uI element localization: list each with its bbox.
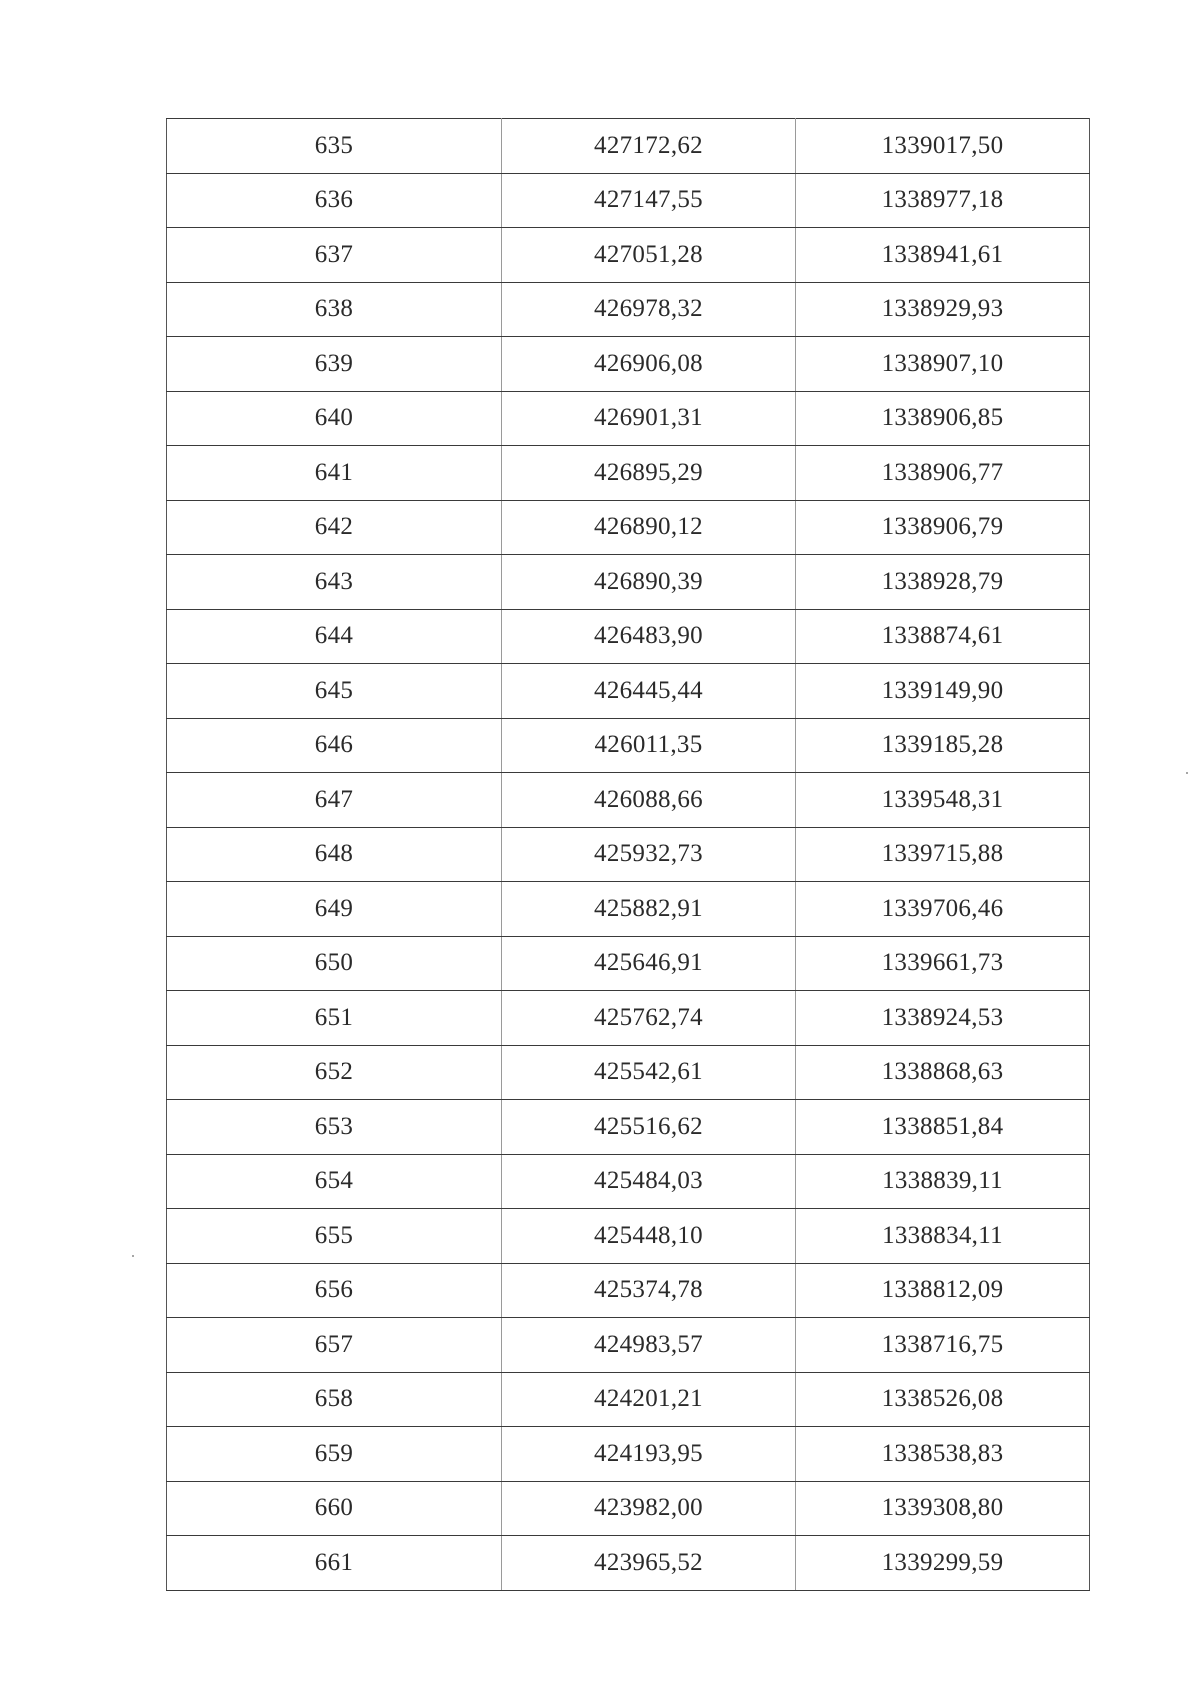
coordinates-table <box>166 118 1090 1591</box>
table-row <box>167 228 1090 283</box>
table-row <box>167 1372 1090 1427</box>
table-row <box>167 1536 1090 1591</box>
y-coordinate-cell: 1338868,63 <box>796 1045 1090 1100</box>
table-row <box>167 337 1090 392</box>
table-row <box>167 1318 1090 1373</box>
x-coordinate-cell: 427172,62 <box>502 119 796 174</box>
table-row <box>167 1100 1090 1155</box>
x-coordinate-cell: 426978,32 <box>502 282 796 337</box>
x-coordinate-cell: 426895,29 <box>502 446 796 501</box>
y-coordinate-cell: 1338812,09 <box>796 1263 1090 1318</box>
point-number-cell: 656 <box>167 1263 502 1318</box>
point-number-cell: 648 <box>167 827 502 882</box>
y-coordinate-cell: 1339299,59 <box>796 1536 1090 1591</box>
y-coordinate-cell: 1339661,73 <box>796 936 1090 991</box>
point-number-cell: 657 <box>167 1318 502 1373</box>
x-coordinate-cell: 425484,03 <box>502 1154 796 1209</box>
table-row <box>167 773 1090 828</box>
point-number-cell: 661 <box>167 1536 502 1591</box>
y-coordinate-cell: 1338526,08 <box>796 1372 1090 1427</box>
point-number-cell: 640 <box>167 391 502 446</box>
point-number-cell: 652 <box>167 1045 502 1100</box>
point-number-cell: 641 <box>167 446 502 501</box>
point-number-cell: 650 <box>167 936 502 991</box>
point-number-cell: 645 <box>167 664 502 719</box>
x-coordinate-cell: 426445,44 <box>502 664 796 719</box>
table-row <box>167 1263 1090 1318</box>
y-coordinate-cell: 1339715,88 <box>796 827 1090 882</box>
point-number-cell: 651 <box>167 991 502 1046</box>
y-coordinate-cell: 1338874,61 <box>796 609 1090 664</box>
x-coordinate-cell: 425882,91 <box>502 882 796 937</box>
point-number-cell: 643 <box>167 555 502 610</box>
point-number-cell: 653 <box>167 1100 502 1155</box>
table-row <box>167 446 1090 501</box>
y-coordinate-cell: 1338906,77 <box>796 446 1090 501</box>
point-number-cell: 637 <box>167 228 502 283</box>
point-number-cell: 644 <box>167 609 502 664</box>
y-coordinate-cell: 1339548,31 <box>796 773 1090 828</box>
y-coordinate-cell: 1338977,18 <box>796 173 1090 228</box>
x-coordinate-cell: 426890,39 <box>502 555 796 610</box>
x-coordinate-cell: 427147,55 <box>502 173 796 228</box>
table-row <box>167 1481 1090 1536</box>
x-coordinate-cell: 424193,95 <box>502 1427 796 1482</box>
table-row <box>167 609 1090 664</box>
x-coordinate-cell: 426890,12 <box>502 500 796 555</box>
table-row <box>167 1427 1090 1482</box>
scan-speck <box>1186 772 1188 774</box>
x-coordinate-cell: 423982,00 <box>502 1481 796 1536</box>
table-row <box>167 555 1090 610</box>
table-row <box>167 882 1090 937</box>
point-number-cell: 638 <box>167 282 502 337</box>
table-row <box>167 664 1090 719</box>
x-coordinate-cell: 425762,74 <box>502 991 796 1046</box>
table-row <box>167 391 1090 446</box>
y-coordinate-cell: 1338929,93 <box>796 282 1090 337</box>
point-number-cell: 647 <box>167 773 502 828</box>
y-coordinate-cell: 1338716,75 <box>796 1318 1090 1373</box>
table-row <box>167 500 1090 555</box>
x-coordinate-cell: 425374,78 <box>502 1263 796 1318</box>
y-coordinate-cell: 1338924,53 <box>796 991 1090 1046</box>
y-coordinate-cell: 1338839,11 <box>796 1154 1090 1209</box>
x-coordinate-cell: 427051,28 <box>502 228 796 283</box>
x-coordinate-cell: 426011,35 <box>502 718 796 773</box>
point-number-cell: 655 <box>167 1209 502 1264</box>
point-number-cell: 660 <box>167 1481 502 1536</box>
y-coordinate-cell: 1338834,11 <box>796 1209 1090 1264</box>
point-number-cell: 642 <box>167 500 502 555</box>
coordinates-table-body <box>167 119 1090 1591</box>
point-number-cell: 654 <box>167 1154 502 1209</box>
table-row <box>167 936 1090 991</box>
y-coordinate-cell: 1339706,46 <box>796 882 1090 937</box>
table-row <box>167 718 1090 773</box>
x-coordinate-cell: 426901,31 <box>502 391 796 446</box>
y-coordinate-cell: 1339185,28 <box>796 718 1090 773</box>
y-coordinate-cell: 1338538,83 <box>796 1427 1090 1482</box>
x-coordinate-cell: 425516,62 <box>502 1100 796 1155</box>
y-coordinate-cell: 1338941,61 <box>796 228 1090 283</box>
y-coordinate-cell: 1339149,90 <box>796 664 1090 719</box>
y-coordinate-cell: 1338928,79 <box>796 555 1090 610</box>
point-number-cell: 658 <box>167 1372 502 1427</box>
table-row <box>167 173 1090 228</box>
x-coordinate-cell: 425932,73 <box>502 827 796 882</box>
x-coordinate-cell: 425542,61 <box>502 1045 796 1100</box>
table-row <box>167 991 1090 1046</box>
x-coordinate-cell: 426906,08 <box>502 337 796 392</box>
y-coordinate-cell: 1338906,79 <box>796 500 1090 555</box>
scan-speck <box>132 1255 134 1257</box>
point-number-cell: 639 <box>167 337 502 392</box>
x-coordinate-cell: 424201,21 <box>502 1372 796 1427</box>
table-row <box>167 1209 1090 1264</box>
point-number-cell: 635 <box>167 119 502 174</box>
point-number-cell: 636 <box>167 173 502 228</box>
y-coordinate-cell: 1338851,84 <box>796 1100 1090 1155</box>
table-row <box>167 1045 1090 1100</box>
x-coordinate-cell: 424983,57 <box>502 1318 796 1373</box>
y-coordinate-cell: 1338907,10 <box>796 337 1090 392</box>
table-row <box>167 827 1090 882</box>
table-row <box>167 119 1090 174</box>
point-number-cell: 659 <box>167 1427 502 1482</box>
table-row <box>167 282 1090 337</box>
x-coordinate-cell: 426088,66 <box>502 773 796 828</box>
x-coordinate-cell: 426483,90 <box>502 609 796 664</box>
y-coordinate-cell: 1339308,80 <box>796 1481 1090 1536</box>
x-coordinate-cell: 423965,52 <box>502 1536 796 1591</box>
x-coordinate-cell: 425646,91 <box>502 936 796 991</box>
x-coordinate-cell: 425448,10 <box>502 1209 796 1264</box>
y-coordinate-cell: 1339017,50 <box>796 119 1090 174</box>
table-row <box>167 1154 1090 1209</box>
point-number-cell: 649 <box>167 882 502 937</box>
point-number-cell: 646 <box>167 718 502 773</box>
y-coordinate-cell: 1338906,85 <box>796 391 1090 446</box>
